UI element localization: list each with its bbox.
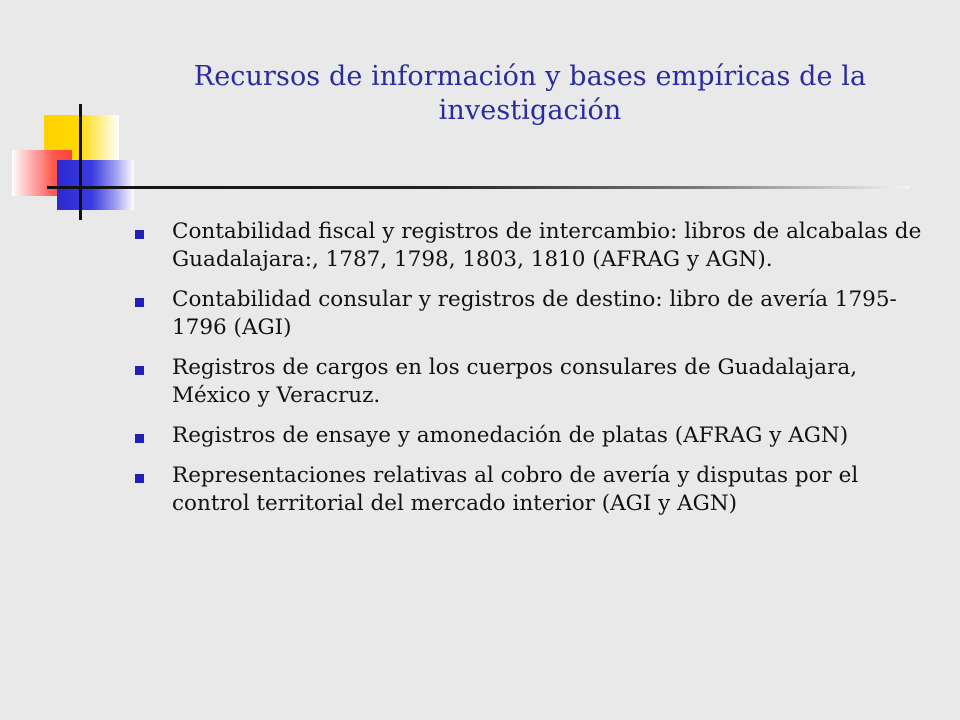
list-item <box>133 354 933 410</box>
blue-square-decoration <box>57 160 134 210</box>
title-underline-rule <box>47 186 910 189</box>
slide-title: Recursos de información y bases empíricas de la investigación <box>193 61 867 126</box>
square-bullet-icon <box>135 298 144 307</box>
list-item-text: Registros de cargos en los cuerpos consulares de Guadalajara, México y Veracruz. <box>172 355 858 408</box>
list-item-text: Contabilidad fiscal y registros de intercambio: libros de alcabalas de Guadalajara:, 1787, 1798, 1803, 1810 (AFRAG y AGN). <box>172 219 922 272</box>
list-item <box>133 422 933 450</box>
list-item <box>133 462 933 518</box>
bullet-list <box>133 218 933 530</box>
list-item <box>133 286 933 342</box>
list-item <box>133 218 933 274</box>
square-bullet-icon <box>135 366 144 375</box>
list-item-text: Registros de ensaye y amonedación de platas (AFRAG y AGN) <box>172 423 849 448</box>
square-bullet-icon <box>135 434 144 443</box>
list-item-text: Contabilidad consular y registros de destino: libro de avería 1795-1796 (AGI) <box>172 287 897 340</box>
square-bullet-icon <box>135 474 144 483</box>
square-bullet-icon <box>135 230 144 239</box>
list-item-text: Representaciones relativas al cobro de avería y disputas por el control territorial del mercado interior (AGI y AGN) <box>172 463 859 516</box>
vertical-rule-decoration <box>79 104 82 220</box>
